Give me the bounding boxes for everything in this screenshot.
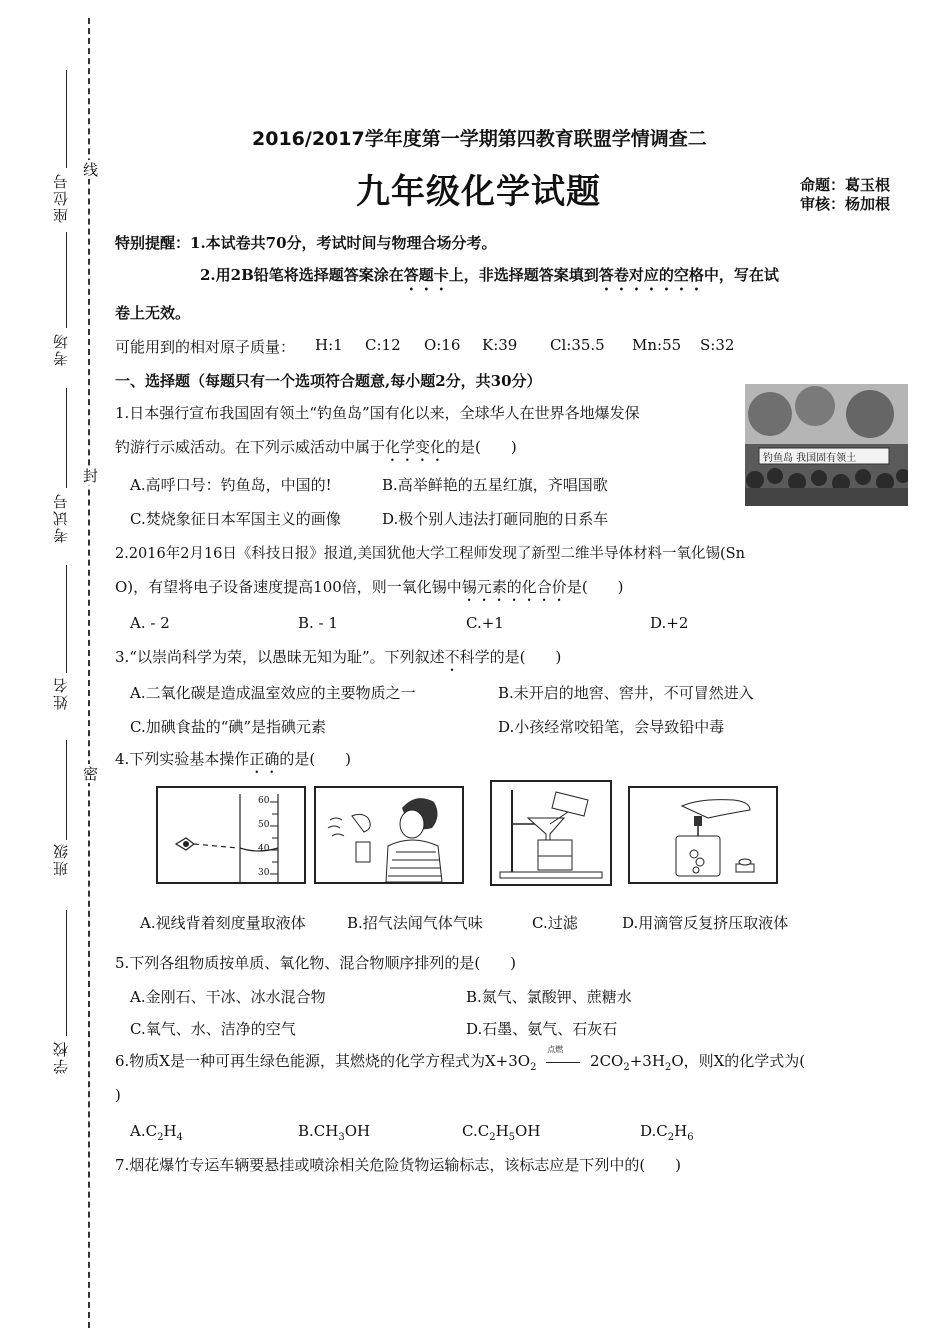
exam-subtitle: 2016/2017学年度第一学期第四教育联盟学情调查二 [252,128,707,150]
q1-option-d: D.极个别人违法打砸同胞的日系车 [382,510,609,528]
q2-line1: 2.2016年2月16日《科技日报》报道,美国犹他大学工程师发现了新型二维半导体材料一氧化锡(Sn [115,546,745,562]
q4-option-b: B.招气法闻气体气味 [347,914,483,932]
seal-char-seal: 封 [81,468,99,483]
scale-tick-30: 30 [258,868,270,878]
q4-option-c: C.过滤 [532,914,578,932]
atomic-mass-k: K:39 [482,336,518,354]
name-label: 姓名 [52,676,70,710]
q5-line: 5.下列各组物质按单质、氧化物、混合物顺序排列的是( ) [115,954,517,972]
q2-emph-valence: 锡元素的化合价 [461,578,567,596]
school-label: 学校 [52,1040,70,1074]
q3-option-c: C.加碘食盐的“碘”是指碘元素 [130,718,327,736]
seal-char-secret: 密 [81,766,99,781]
q2-option-c: C.+1 [466,614,504,632]
q2-line2: O)，有望将电子设备速度提高100倍，则一氧化锡中锡元素的化合价是( ) [115,578,624,596]
note-2-emph-answer-card: 答题卡 [403,266,449,284]
protest-photo [745,384,908,506]
q3-option-a: A.二氧化碳是造成温室效应的主要物质之一 [130,684,416,702]
q6-option-a: $A.C_2H_4$ [130,1122,183,1143]
atomic-mass-s: S:32 [700,336,735,354]
q6-line: 6.物质X是一种可再生绿色能源，其燃烧的化学方程式为$X+3O_2$ 点燃 $2CO_2+3H_2O$，则X的化学式为( [115,1045,806,1073]
q5-option-d: D.石墨、氨气、石灰石 [466,1020,618,1038]
atomic-mass-h: H:1 [315,336,343,354]
q4-figure-b [314,786,464,884]
q3-line: 3.“以崇尚科学为荣，以愚昧无知为耻”。下列叙述不科学的是( ) [115,648,562,666]
q2-option-d: D.+2 [650,614,689,632]
q5-option-c: C.氧气、水、洁净的空气 [130,1020,296,1038]
exam-title: 九年级化学试题 [356,172,601,212]
q4-emph-correct: 正确 [249,750,280,768]
q3-option-d: D.小孩经常咬铅笔，会导致铅中毒 [498,718,725,736]
q2-option-a: A. - 2 [130,614,170,632]
seat-number-label: 座位号 [52,172,70,223]
seal-char-line: 线 [81,162,99,177]
q6-option-d: $D.C_2H_6$ [640,1122,694,1143]
school-line [66,910,67,1036]
binding-dashed-line [88,18,90,1328]
q4-option-d: D.用滴管反复挤压取液体 [622,914,789,932]
seat-number-line [66,70,67,168]
scale-tick-40: 40 [258,844,270,854]
name-line [66,565,67,673]
section-1-title: 一、选择题（每题只有一个选项符合题意,每小题2分，共30分） [115,372,542,390]
q6-reaction-arrow [541,1045,585,1070]
q4-figure-a [156,786,306,884]
exam-number-label: 考试号 [52,492,70,543]
exam-number-line [66,388,67,488]
atomic-mass-o: O:16 [424,336,461,354]
q1-option-b: B.高举鲜艳的五星红旗，齐唱国歌 [382,476,608,494]
q2-option-b: B. - 1 [298,614,338,632]
q4-line: 4.下列实验基本操作正确的是( ) [115,750,352,768]
q6-reaction-condition: 点燃 [547,1045,564,1054]
q3-emph-not: 不 [444,648,460,666]
q6-option-c: $C.C_2H_5OH$ [462,1122,541,1143]
q5-option-b: B.氮气、氯酸钾、蔗糖水 [466,988,632,1006]
q6-option-b: $B.CH_3OH$ [298,1122,371,1143]
q5-option-a: A.金刚石、干冰、冰水混合物 [130,988,326,1006]
q4-figure-d [628,786,778,884]
q1-line1: 1.日本强行宣布我国固有领土“钓鱼岛”国有化以来，全球华人在世界各地爆发保 [115,404,640,422]
class-line [66,740,67,840]
note-2-emph-blank: 答卷对应的空格 [598,266,704,284]
exam-room-label: 考场 [52,332,70,366]
q1-option-c: C.焚烧象征日本军国主义的画像 [130,510,341,528]
note-1: 1.本试卷共70分，考试时间与物理合场分考。 [190,234,497,252]
q4-figure-c [490,780,612,886]
author-reviewer: 审核：杨加根 [800,195,891,213]
q1-emph-chemical-change: 化学变化 [385,438,446,456]
scale-tick-50: 50 [258,820,270,830]
q1-option-a: A.高呼口号：钓鱼岛，中国的! [130,476,332,494]
note-2-end: 卷上无效。 [115,304,191,322]
atomic-mass-label: 可能用到的相对原子质量： [115,338,296,356]
q7-line: 7.烟花爆竹专运车辆要悬挂或喷涂相关危险货物运输标志，该标志应是下列中的( ) [115,1156,682,1174]
atomic-mass-c: C:12 [365,336,401,354]
scale-tick-60: 60 [258,796,270,806]
q3-option-b: B.未开启的地窖、窖井，不可冒然进入 [498,684,754,702]
atomic-mass-mn: Mn:55 [632,336,682,354]
author-setter: 命题：葛玉根 [800,176,891,194]
class-label: 班级 [52,842,70,876]
photo-banner-text: 钓鱼岛 我国固有领土 [763,453,857,464]
note-2: 2.用2B铅笔将选择题答案涂在答题卡上，非选择题答案填到答卷对应的空格中，写在试 [200,266,779,284]
notes-label: 特别提醒： [115,234,191,252]
atomic-mass-cl: Cl:35.5 [550,336,605,354]
q1-line2: 钓游行示威活动。在下列示威活动中属于化学变化的是( ) [115,438,517,456]
q6-line2: ) [115,1086,121,1104]
q4-option-a: A.视线背着刻度量取液体 [140,914,306,932]
exam-room-line [66,232,67,328]
